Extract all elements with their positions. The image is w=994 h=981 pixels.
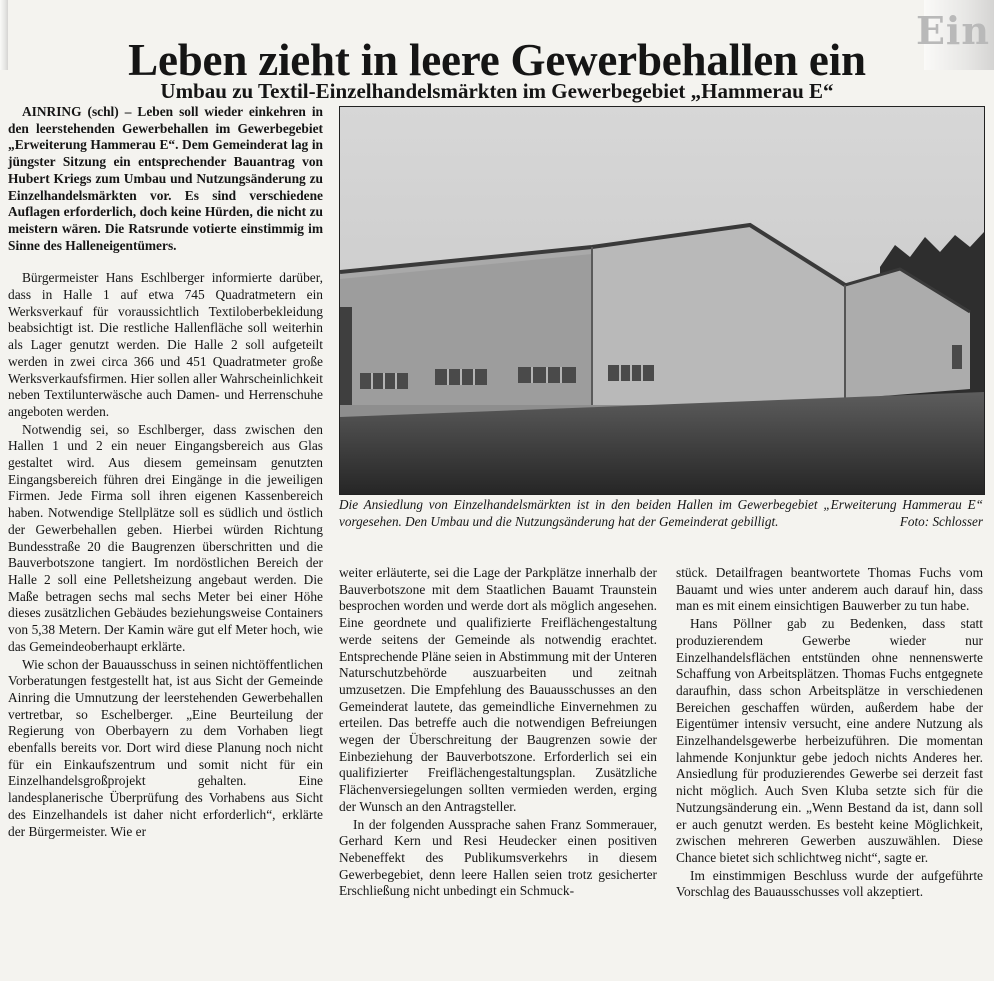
- paragraph: Notwendig sei, so Eschlberger, dass zwischen den Hallen 1 und 2 ein neuer Eingangsbereich aus Glas gestaltet wird. Aus diesem gemeinsam genutzten Eingangsbereich führen drei Eingänge in die jeweiligen Firmen. Jede Firma soll ihren eigenen Kassenbereich haben. Notwendige Stellplätze soll es südlich und östlich der Gewerbehallen geben. Hierbei würden Richtung Bundesstraße 20 die Baugrenzen überschritten und die Bauverbotszone tangiert. Im nordöstlichen Bereich der Halle 2 soll eine Pelletsheizung angebaut werden. Die Maße betragen sechs mal sechs Meter bei einer Höhe dieses zusätzlichen Gebäudes beziehungsweise Containers von 5,38 Metern. Der Kamin wäre gut elf Meter hoch, wie das Gemeindeoberhaupt erklärte.: [8, 421, 323, 654]
- dateline: AINRING (schl): [22, 104, 119, 119]
- paragraph: stück. Detailfragen beantwortete Thomas Fuchs vom Bauamt und wies unter anderem auch darauf hin, dass man es mit einem einsichtigen Bauwerber zu tun habe.: [676, 565, 983, 614]
- lead-paragraph: [8, 104, 323, 254]
- article-column-2: [339, 565, 657, 975]
- paragraph: Im einstimmigen Beschluss wurde der aufgeführte Vorschlag des Bauausschusses voll akzeptiert.: [676, 867, 983, 900]
- neighbor-headline-fragment: Ein: [915, 8, 990, 53]
- photo-credit: Foto: Schlosser: [899, 513, 983, 529]
- paragraph: In der folgenden Aussprache sahen Franz Sommerauer, Gerhard Kern und Resi Heudecker einen positiven Nebeneffekt des Publikumsverkehrs in diesem Gewerbegebiet, denn leere Hallen seien trotz gesicherter Erschließung nicht unbedingt ein Schmuck-: [339, 816, 657, 899]
- article-photo: [339, 106, 985, 495]
- lead-text: – Leben soll wieder einkehren in den leerstehenden Gewerbehallen im Gewerbegebiet „Erweiterung Hammerau E“. Dem Gemeinderat lag in jüngster Sitzung ein entsprechender Bauantrag von Hubert Kriegs zum Umbau und Nutzungsänderung zu Einzelhandelsmärkten vor. Es sind verschiedene Auflagen erforderlich, doch keine Hürden, die nicht zu meistern wären. Die Ratsrunde votierte einstimmig im Sinne des Halleneigentümers.: [8, 104, 324, 253]
- caption-text: Die Ansiedlung von Einzelhandelsmärkten ist in den beiden Hallen im Gewerbegebiet „Erweiterung Hammerau E“ vorgesehen. Den Umbau und die Nutzungsänderung hat der Gemeinderat gebilligt.: [339, 497, 983, 529]
- article-column-3: [676, 565, 983, 975]
- paragraph: weiter erläuterte, sei die Lage der Parkplätze innerhalb der Bauverbotszone mit dem Staatlichen Bauamt Traunstein besprochen worden und werde dort als möglich angesehen. Eine geordnete und qualifizierte Freiflächengestaltung werde seitens der Gemeinde als notwendig erachtet. Entsprechende Pläne seien in Abstimmung mit der Unteren Naturschutzbehörde auszuarbeiten und zeitnah umzusetzen. Die Empfehlung des Bauausschusses an den Gemeinderat lautete, das gemeindliche Einvernehmen zu erteilen. Das betreffe auch die notwendigen Befreiungen wegen der Überschreitung der Baugrenzen sowie der Einbeziehung der Bauverbotszone. Erforderlich sei ein qualifizierter Freiflächengestaltungsplan. Zusätzliche Flächenversiegelungen sollten vermieden werden, erging der Wunsch an den Antragsteller.: [339, 565, 657, 814]
- paragraph: Hans Pöllner gab zu Bedenken, dass statt produzierendem Gewerbe wieder nur Einzelhandelsflächen entstünden ohne nennenswerte Schaffung von Arbeitsplätzen. Thomas Fuchs entgegnete daraufhin, dass schon Arbeitsplätze in verschiedenen Bereichen geschaffen würden, außerdem habe der Eigentümer intensiv versucht, eine andere Nutzung als Einzelhandelsgewerbe herbeizuführen. Die momentan lahmende Konjunktur gebe jedoch nichts Anderes her. Ansiedlung für produzierendes Gewerbe sei derzeit fast nicht möglich. Auch Sven Kluba setzte sich für die Nutzungsänderung ein. „Wenn Bestand da ist, dann soll er auch genutzt werden. Es besteht keine Möglichkeit, zwischen mehreren Gewerben auszuwählen. Diese Chance bietet sich schlichtweg nicht“, sagte er.: [676, 616, 983, 865]
- paragraph: Bürgermeister Hans Eschlberger informierte darüber, dass in Halle 1 auf etwa 745 Quadratmetern ein Werksverkauf für voraussichtlich Textiloberbekleidung beabsichtigt ist. Die restliche Hallenfläche soll weiterhin als Lager genutzt werden. Die Halle 2 soll aufgeteilt werden in zwei circa 366 und 451 Quadratmeter große Werksverkaufsfirmen. Hier sollen aller Wahrscheinlichkeit neben Textilunterwäsche auch Damen- und Herrenschuhe angeboten werden.: [8, 270, 323, 419]
- photo-caption: [339, 497, 983, 530]
- paragraph: Wie schon der Bauausschuss in seinen nichtöffentlichen Vorberatungen festgestellt hat, ist aus Sicht der Gemeinde Ainring die Umnutzung der leerstehenden Gewerbehallen vertretbar, so Eschelberger. „Eine Beurteilung der Regierung von Oberbayern zu dem Vorhaben liegt ebenfalls bereits vor. Dort wird diese Planung noch nicht für ein Einkaufszentrum und somit nicht für ein Einzelhandelsgroßprojekt gehalten. Eine landesplanerische Überprüfung des Vorhabens aus Sicht des Einzelhandels ist daher nicht erforderlich“, erklärte der Bürgermeister. Wie er: [8, 656, 323, 839]
- article-column-1: [8, 104, 323, 974]
- warehouse-photo-illustration: [340, 107, 984, 494]
- subheadline: Umbau zu Textil-Einzelhandelsmärkten im Gewerbegebiet „Hammerau E“: [160, 79, 834, 104]
- headline: Leben zieht in leere Gewerbehallen ein: [128, 35, 866, 86]
